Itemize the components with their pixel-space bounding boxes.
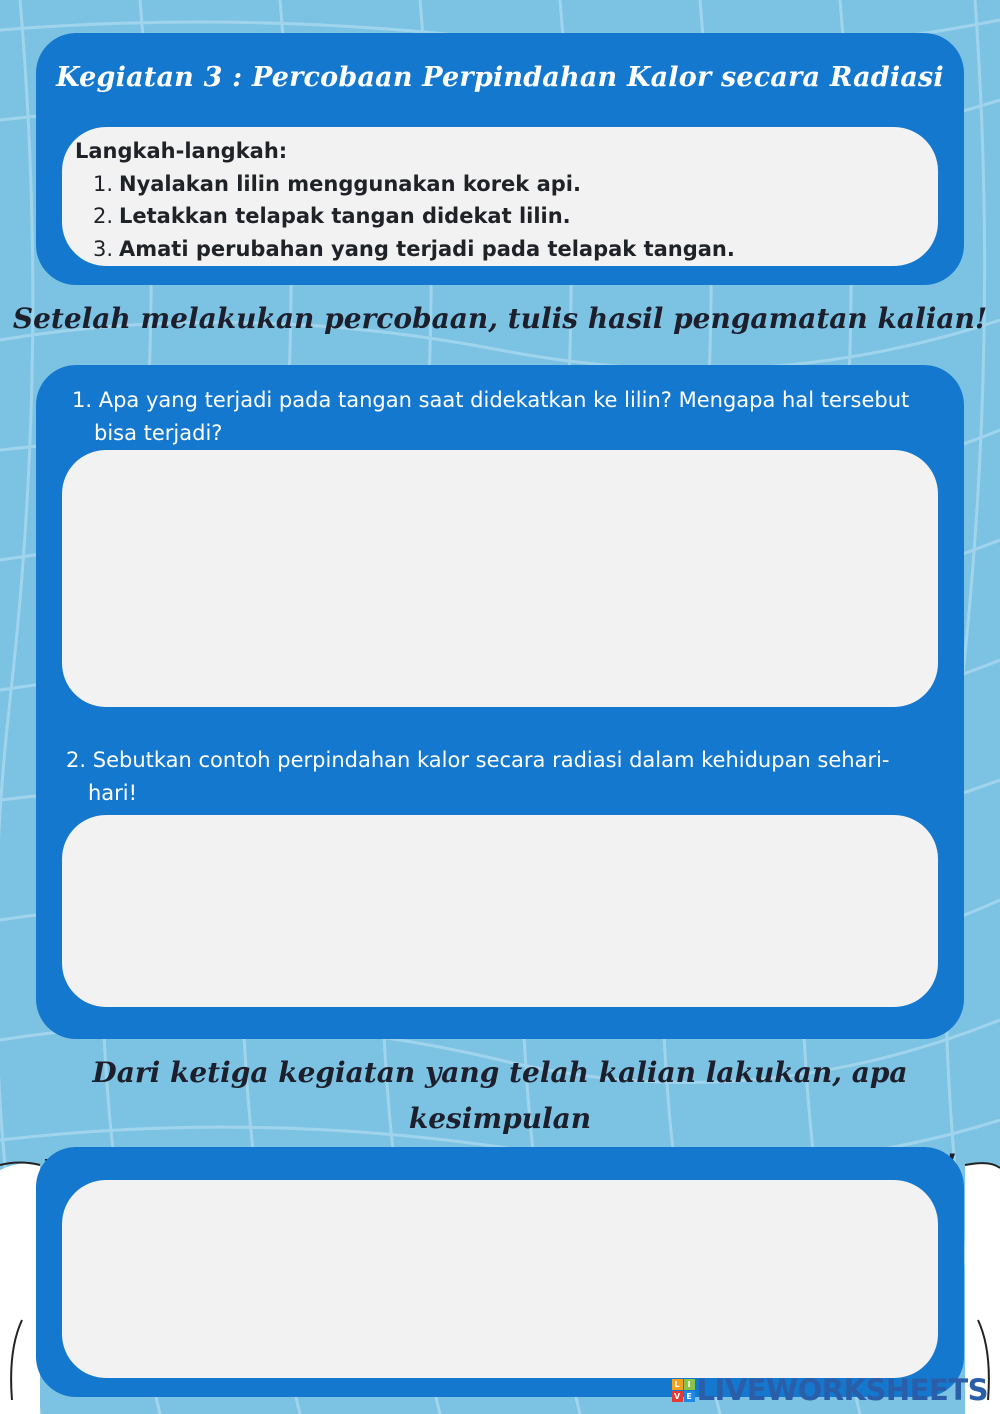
- conclusion-line-1: Dari ketiga kegiatan yang telah kalian lakukan, apa kesimpulan: [92, 1056, 908, 1135]
- question-text: Sebutkan contoh perpindahan kalor secara radiasi dalam kehidupan sehari-: [92, 748, 890, 772]
- answer-1-field[interactable]: [62, 450, 938, 707]
- steps-label: Langkah-langkah:: [75, 139, 288, 163]
- step-item: 1. Nyalakan lilin menggunakan korek api.: [93, 171, 581, 196]
- activity-title: Kegiatan 3 : Percobaan Perpindahan Kalor secara Radiasi: [56, 62, 944, 93]
- question-2: [66, 744, 946, 810]
- question-number: 2.: [66, 748, 87, 772]
- liveworksheets-watermark: [672, 1374, 988, 1406]
- question-text-continued: hari!: [88, 781, 138, 805]
- question-text-continued: bisa terjadi?: [94, 421, 223, 445]
- step-item: 3. Amati perubahan yang terjadi pada telapak tangan.: [93, 236, 735, 261]
- step-item: 2. Letakkan telapak tangan didekat lilin.: [93, 204, 571, 228]
- answer-2-field[interactable]: [62, 815, 938, 1007]
- liveworksheets-logo-icon: L I V E: [672, 1379, 695, 1402]
- question-text: Apa yang terjadi pada tangan saat didekatkan ke lilin? Mengapa hal tersebut: [98, 388, 910, 412]
- steps-list: [75, 135, 735, 265]
- question-number: 1.: [72, 388, 93, 412]
- conclusion-answer-field[interactable]: [62, 1180, 938, 1378]
- question-1: [72, 384, 942, 450]
- liveworksheets-text: LIVEWORKSHEETS: [696, 1373, 988, 1407]
- instruction-heading: Setelah melakukan percobaan, tulis hasil pengamatan kalian!: [12, 302, 988, 335]
